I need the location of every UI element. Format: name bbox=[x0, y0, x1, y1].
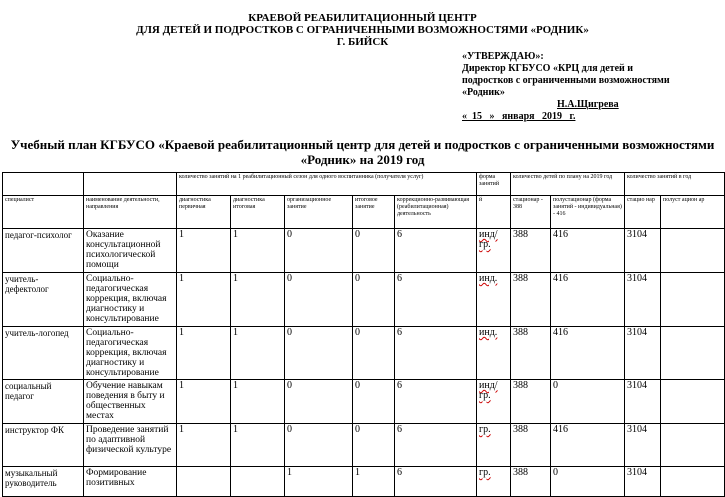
cell-direction: Оказание консультационной психологической помощи bbox=[84, 229, 177, 273]
cell-total-inpatient: 3104 bbox=[625, 229, 661, 273]
cell-outpatient: 416 bbox=[551, 327, 625, 380]
table-row bbox=[3, 380, 725, 424]
cell-diag-primary: 1 bbox=[177, 424, 231, 467]
col-inpatient: стационар - 388 bbox=[511, 196, 551, 229]
cell-specialist: педагог-психолог bbox=[3, 229, 84, 273]
cell-direction: Формирование позитивных bbox=[84, 467, 177, 497]
cell-diag-final: 1 bbox=[231, 273, 285, 327]
cell-org: 0 bbox=[285, 273, 353, 327]
cell-inpatient: 388 bbox=[511, 327, 551, 380]
cell-corr: 6 bbox=[395, 229, 477, 273]
cell-direction: Обучение навыкам поведения в быту и общественных местах bbox=[84, 380, 177, 424]
cell-total-outpatient bbox=[661, 327, 725, 380]
cell-diag-final: 1 bbox=[231, 380, 285, 424]
col-final: итоговое занятие bbox=[353, 196, 395, 229]
approval-title: «УТВЕРЖДАЮ»: bbox=[462, 51, 544, 62]
curriculum-table bbox=[2, 172, 725, 497]
cell-outpatient: 0 bbox=[551, 380, 625, 424]
col-form: й bbox=[477, 196, 511, 229]
cell-corr: 6 bbox=[395, 467, 477, 497]
group-children-header: количество детей по плану на 2019 год bbox=[511, 173, 625, 196]
plan-title-line-1: Учебный план КГБУСО «Краевой реабилитационный центр для детей и подростков с ограниченными возможностями bbox=[10, 137, 715, 152]
cell-final: 0 bbox=[353, 380, 395, 424]
cell-final: 0 bbox=[353, 424, 395, 467]
table-row bbox=[3, 424, 725, 467]
cell-inpatient: 388 bbox=[511, 380, 551, 424]
table-row bbox=[3, 229, 725, 273]
col-specialist: специалист bbox=[3, 196, 84, 229]
cell-total-outpatient bbox=[661, 273, 725, 327]
table-group-header-row bbox=[3, 173, 725, 196]
col-diag-primary: диагностика первичная bbox=[177, 196, 231, 229]
cell-form: инд. bbox=[477, 273, 511, 327]
cell-form: инд/гр. bbox=[477, 380, 511, 424]
cell-inpatient: 388 bbox=[511, 229, 551, 273]
cell-inpatient: 388 bbox=[511, 273, 551, 327]
col-diag-final: диагностика итоговая bbox=[231, 196, 285, 229]
cell-corr: 6 bbox=[395, 327, 477, 380]
header-line-3: Г. БИЙСК bbox=[336, 36, 389, 48]
cell-final: 1 bbox=[353, 467, 395, 497]
header-line-1: КРАЕВОЙ РЕАБИЛИТАЦИОННЫЙ ЦЕНТР bbox=[248, 12, 477, 24]
cell-total-inpatient: 3104 bbox=[625, 273, 661, 327]
cell-final: 0 bbox=[353, 273, 395, 327]
cell-total-inpatient: 3104 bbox=[625, 380, 661, 424]
col-org: организационное занятие bbox=[285, 196, 353, 229]
cell-total-outpatient bbox=[661, 467, 725, 497]
cell-inpatient: 388 bbox=[511, 467, 551, 497]
cell-diag-final bbox=[231, 467, 285, 497]
cell-org: 0 bbox=[285, 229, 353, 273]
cell-specialist: инструктор ФК bbox=[3, 424, 84, 467]
table-row bbox=[3, 327, 725, 380]
header-line-2: ДЛЯ ДЕТЕЙ И ПОДРОСТКОВ С ОГРАНИЧЕННЫМИ ВОЗМОЖНОСТЯМИ «РОДНИК» bbox=[136, 24, 589, 36]
table-row bbox=[3, 273, 725, 327]
cell-total-inpatient: 3104 bbox=[625, 467, 661, 497]
cell-org: 0 bbox=[285, 424, 353, 467]
cell-diag-final: 1 bbox=[231, 229, 285, 273]
cell-diag-final: 1 bbox=[231, 327, 285, 380]
cell-outpatient: 416 bbox=[551, 273, 625, 327]
cell-diag-primary: 1 bbox=[177, 380, 231, 424]
cell-total-outpatient bbox=[661, 424, 725, 467]
col-total-inpatient: стацио нар bbox=[625, 196, 661, 229]
cell-diag-primary: 1 bbox=[177, 327, 231, 380]
approval-line-3: «Родник» bbox=[462, 87, 505, 98]
group-form-header: форма занятий bbox=[477, 173, 511, 196]
plan-title-line-2: «Родник» на 2019 год bbox=[300, 152, 425, 167]
cell-inpatient: 388 bbox=[511, 424, 551, 467]
approval-line-1: Директор КГБУСО «КРЦ для детей и bbox=[462, 63, 634, 74]
cell-final: 0 bbox=[353, 327, 395, 380]
cell-diag-primary bbox=[177, 467, 231, 497]
approval-line-2: подростков с ограниченными возможностями bbox=[462, 75, 670, 86]
cell-corr: 6 bbox=[395, 424, 477, 467]
cell-direction: Социально-педагогическая коррекция, включая диагностику и консультирование bbox=[84, 327, 177, 380]
col-total-outpatient: полуст ацион ар bbox=[661, 196, 725, 229]
cell-specialist: музыкальный руководитель bbox=[3, 467, 84, 497]
group-sessions-header: количество занятий на 1 реабилитационный сезон для одного воспитанника (получателя услуг) bbox=[177, 173, 477, 196]
cell-corr: 6 bbox=[395, 380, 477, 424]
cell-form: гр. bbox=[477, 467, 511, 497]
cell-direction: Социально-педагогическая коррекция, включая диагностику и консультирование bbox=[84, 273, 177, 327]
table-row bbox=[3, 467, 725, 497]
cell-diag-final: 1 bbox=[231, 424, 285, 467]
plan-title bbox=[0, 137, 725, 167]
cell-outpatient: 0 bbox=[551, 467, 625, 497]
group-total-header: количество занятий в год bbox=[625, 173, 725, 196]
cell-outpatient: 416 bbox=[551, 229, 625, 273]
cell-specialist: учитель-логопед bbox=[3, 327, 84, 380]
cell-total-outpatient bbox=[661, 229, 725, 273]
cell-form: инд. bbox=[477, 327, 511, 380]
col-outpatient: полустационар (форма занятий - индивидуальная) - 416 bbox=[551, 196, 625, 229]
cell-org: 0 bbox=[285, 327, 353, 380]
approval-signature: Н.А.Щигрева bbox=[557, 99, 619, 110]
cell-direction: Проведение занятий по адаптивной физической культуре bbox=[84, 424, 177, 467]
cell-form: инд/гр. bbox=[477, 229, 511, 273]
approval-date: « 15 » января 2019 г. bbox=[462, 111, 576, 122]
approval-block bbox=[462, 51, 724, 123]
cell-total-inpatient: 3104 bbox=[625, 424, 661, 467]
cell-org: 1 bbox=[285, 467, 353, 497]
cell-total-outpatient bbox=[661, 380, 725, 424]
cell-org: 0 bbox=[285, 380, 353, 424]
cell-specialist: учитель-дефектолог bbox=[3, 273, 84, 327]
cell-outpatient: 416 bbox=[551, 424, 625, 467]
cell-final: 0 bbox=[353, 229, 395, 273]
col-direction: наименование деятельности, направления bbox=[84, 196, 177, 229]
table-column-header-row bbox=[3, 196, 725, 229]
cell-corr: 6 bbox=[395, 273, 477, 327]
cell-specialist: социальный педагог bbox=[3, 380, 84, 424]
col-corr: коррекционно-развивающая (реабилитационная) деятельность bbox=[395, 196, 477, 229]
cell-form: гр. bbox=[477, 424, 511, 467]
cell-total-inpatient: 3104 bbox=[625, 327, 661, 380]
cell-diag-primary: 1 bbox=[177, 273, 231, 327]
cell-diag-primary: 1 bbox=[177, 229, 231, 273]
